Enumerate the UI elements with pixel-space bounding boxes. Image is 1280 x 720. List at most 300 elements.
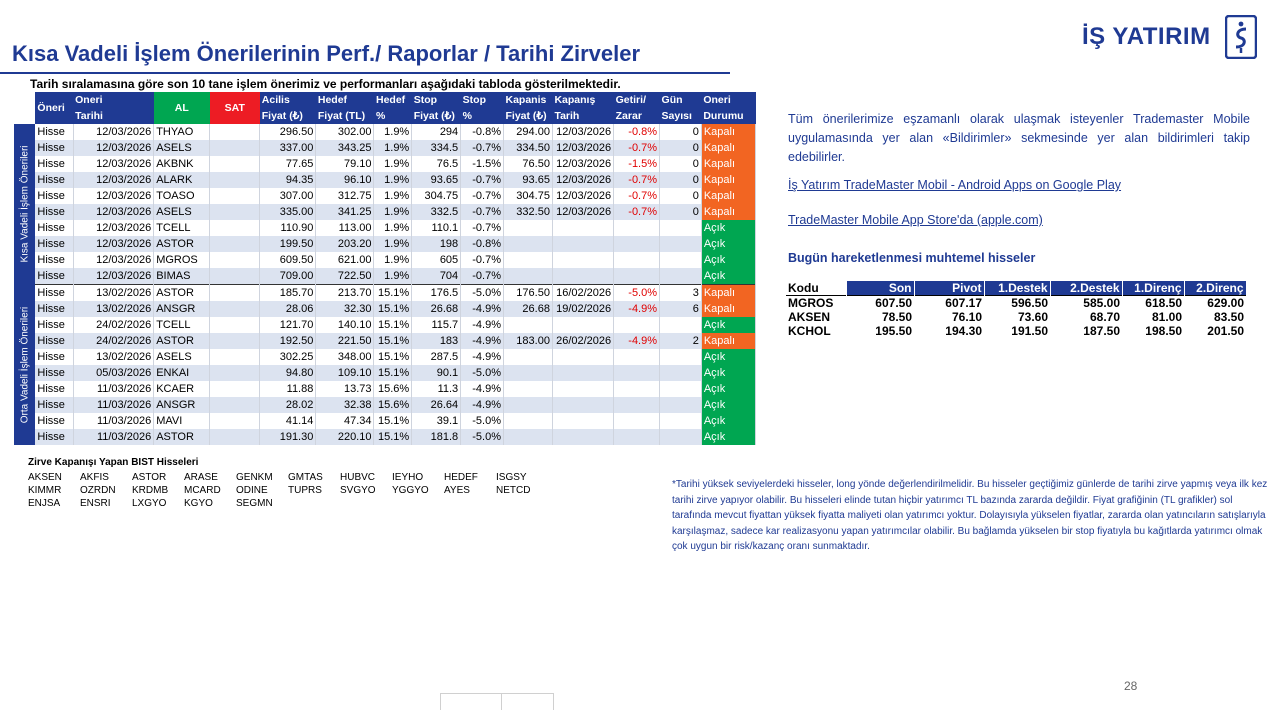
row-days	[660, 413, 702, 429]
disclaimer-note: *Tarihi yüksek seviyelerdeki hisseler, long yönde değerlendirilmelidir. Bu hisseler geçtiğimiz günlerde de tarihi zirve yapmış veya ilk kez tarihi zirve yapıyor olabilir. Bu hisseleri elinde tutan hiçbir yatırımcı TL bazında zararda değildir. Fiyat grafiğinin (TL grafikler) sol tarafında mevcut fiyattan yüksek fiyatta maliyeti olan yatırımcı yoktur. Dolayısıyla yükselen fiyatlar, zararda olan yatıncıların satışlarıyla karşılaşmaz, sadece kar realizasyonu yapan yatırımcılar olabilir. Bu bağlamda yükselen bir stop fiyatıyla bu kağıtlarda yatırımcı olmak çok uygun bir risk/kazanç oranı sunmaktadır.	[672, 479, 1268, 552]
row-close-date: 12/03/2026	[552, 140, 613, 156]
row-target: 140.10	[316, 317, 374, 333]
row-target-pct: 15.1%	[374, 285, 412, 302]
row-days: 3	[660, 285, 702, 302]
col-ret-h2: Zarar	[614, 108, 660, 124]
row-status: Kapalı	[701, 285, 755, 302]
row-target: 109.10	[316, 365, 374, 381]
row-stop-pct: -0.7%	[461, 140, 504, 156]
col-target-h2: Fiyat (TL)	[316, 108, 374, 124]
zirve-ticker: KGYO	[184, 498, 213, 509]
table-row	[14, 333, 756, 349]
row-stop: 93.65	[412, 172, 461, 188]
row-close-date: 12/03/2026	[552, 204, 613, 220]
zirve-ticker: NETCD	[496, 485, 531, 496]
row-days	[660, 220, 702, 236]
row-open: 335.00	[260, 204, 316, 220]
row-close-date: 12/03/2026	[552, 156, 613, 172]
row-stop-pct: -5.0%	[461, 413, 504, 429]
row-target-pct: 1.9%	[374, 156, 412, 172]
col-days-h2: Sayısı	[660, 108, 702, 124]
row-target-pct: 15.1%	[374, 301, 412, 317]
row-date: 12/03/2026	[73, 236, 154, 252]
row-status: Açık	[701, 349, 755, 365]
movers-col-header: 2.Direnç	[1184, 281, 1246, 296]
movers-value: 187.50	[1083, 324, 1120, 338]
col-targetp-h1: Hedef	[374, 92, 412, 108]
row-stop: 605	[412, 252, 461, 268]
info-text: Tüm önerilerimize eşzamanlı olarak ulaşmak isteyenler Trademaster Mobile uygulamasında yer alan «Bildirimler» sekmesinde yer alan bildirimleri takip edebilirler.	[788, 112, 1250, 164]
row-stop: 198	[412, 236, 461, 252]
table-row	[14, 268, 756, 285]
table-row	[14, 429, 756, 445]
row-days	[660, 317, 702, 333]
zirve-ticker: AKSEN	[28, 472, 62, 483]
row-al-ticker: ASTOR	[154, 285, 210, 302]
col-open-h2: Fiyat (₺)	[260, 108, 316, 124]
row-al-ticker: ASELS	[154, 140, 210, 156]
row-target-pct: 15.6%	[374, 381, 412, 397]
bottom-stub	[501, 693, 554, 710]
zirve-ticker: KIMMR	[28, 485, 62, 496]
row-target: 32.38	[316, 397, 374, 413]
row-target: 341.25	[316, 204, 374, 220]
movers-value: 596.50	[984, 296, 1050, 311]
row-stop-pct: -0.7%	[461, 268, 504, 285]
col-sat: SAT	[210, 92, 260, 124]
row-return: -0.7%	[614, 188, 660, 204]
movers-ticker: AKSEN	[788, 310, 831, 324]
row-target: 13.73	[316, 381, 374, 397]
row-type: Hisse	[35, 317, 73, 333]
row-return	[614, 236, 660, 252]
row-return: -4.9%	[614, 333, 660, 349]
zirve-ticker: ASTOR	[132, 472, 167, 483]
row-target-pct: 15.1%	[374, 333, 412, 349]
row-open: 709.00	[260, 268, 316, 285]
row-close	[504, 252, 553, 268]
table-row	[14, 204, 756, 220]
row-days: 0	[660, 140, 702, 156]
row-type: Hisse	[35, 252, 73, 268]
row-close	[504, 381, 553, 397]
zirve-ticker-grid	[28, 472, 548, 509]
col-ret-h1: Getiri/	[614, 92, 660, 108]
row-target-pct: 1.9%	[374, 172, 412, 188]
row-days: 0	[660, 156, 702, 172]
movers-col-header: 2.Destek	[1050, 281, 1122, 296]
row-open: 28.02	[260, 397, 316, 413]
row-stop: 334.5	[412, 140, 461, 156]
row-stop-pct: -1.5%	[461, 156, 504, 172]
row-return	[614, 349, 660, 365]
row-target-pct: 1.9%	[374, 268, 412, 285]
row-return	[614, 365, 660, 381]
row-close: 176.50	[504, 285, 553, 302]
row-type: Hisse	[35, 349, 73, 365]
zirve-ticker: IEYHO	[392, 472, 424, 483]
row-close	[504, 413, 553, 429]
row-return: -5.0%	[614, 285, 660, 302]
row-days	[660, 429, 702, 445]
row-close: 332.50	[504, 204, 553, 220]
row-return	[614, 252, 660, 268]
row-close-date	[552, 236, 613, 252]
row-al-ticker: ASELS	[154, 204, 210, 220]
row-target-pct: 15.1%	[374, 365, 412, 381]
col-stopp-h1: Stop	[461, 92, 504, 108]
short-term-group	[14, 124, 35, 285]
row-stop-pct: -0.8%	[461, 236, 504, 252]
table-row	[14, 301, 756, 317]
row-al-ticker: ASELS	[154, 349, 210, 365]
row-stop: 90.1	[412, 365, 461, 381]
row-type: Hisse	[35, 140, 73, 156]
row-target: 302.00	[316, 124, 374, 140]
col-open-h1: Acilis	[260, 92, 316, 108]
row-status: Kapalı	[701, 301, 755, 317]
row-open: 94.35	[260, 172, 316, 188]
row-type: Hisse	[35, 204, 73, 220]
zirve-ticker: ENJSA	[28, 498, 61, 509]
row-stop: 704	[412, 268, 461, 285]
row-date: 11/03/2026	[73, 381, 154, 397]
row-target: 213.70	[316, 285, 374, 302]
row-close-date: 12/03/2026	[552, 172, 613, 188]
row-sat	[210, 124, 260, 140]
row-type: Hisse	[35, 397, 73, 413]
row-open: 609.50	[260, 252, 316, 268]
row-stop: 11.3	[412, 381, 461, 397]
row-open: 28.06	[260, 301, 316, 317]
row-stop-pct: -5.0%	[461, 365, 504, 381]
row-stop: 181.8	[412, 429, 461, 445]
row-stop: 294	[412, 124, 461, 140]
row-close-date: 26/02/2026	[552, 333, 613, 349]
row-stop-pct: -4.9%	[461, 301, 504, 317]
movers-title: Bugün hareketlenmesi muhtemel hisseler	[788, 251, 1036, 265]
row-stop-pct: -5.0%	[461, 429, 504, 445]
page-title: Kısa Vadeli İşlem Önerilerinin Perf./ Raporlar / Tarihi Zirveler	[12, 41, 641, 66]
table-row	[14, 397, 756, 413]
table-row	[14, 381, 756, 397]
row-close-date	[552, 220, 613, 236]
row-close: 93.65	[504, 172, 553, 188]
row-al-ticker: TOASO	[154, 188, 210, 204]
row-type: Hisse	[35, 188, 73, 204]
table-row	[14, 172, 756, 188]
row-stop-pct: -4.9%	[461, 317, 504, 333]
row-target-pct: 15.6%	[374, 397, 412, 413]
row-target: 113.00	[316, 220, 374, 236]
row-al-ticker: TCELL	[154, 317, 210, 333]
col-status-h2: Durumu	[701, 108, 755, 124]
table-row	[14, 124, 756, 140]
page-number: 28	[1124, 679, 1138, 693]
row-stop: 39.1	[412, 413, 461, 429]
row-status: Kapalı	[701, 156, 755, 172]
row-close	[504, 268, 553, 285]
bottom-stub	[440, 693, 502, 710]
row-target: 220.10	[316, 429, 374, 445]
row-date: 12/03/2026	[73, 204, 154, 220]
col-al: AL	[154, 92, 210, 124]
row-return	[614, 397, 660, 413]
row-status: Kapalı	[701, 188, 755, 204]
zirve-title: Zirve Kapanışı Yapan BIST Hisseleri	[28, 457, 199, 468]
mid-term-group	[14, 285, 35, 446]
zirve-ticker: ODINE	[236, 485, 268, 496]
row-sat	[210, 140, 260, 156]
row-target-pct: 1.9%	[374, 220, 412, 236]
row-return	[614, 220, 660, 236]
row-sat	[210, 429, 260, 445]
row-return: -0.7%	[614, 204, 660, 220]
zirve-ticker: AKFIS	[80, 472, 109, 483]
row-open: 296.50	[260, 124, 316, 140]
row-al-ticker: ASTOR	[154, 429, 210, 445]
movers-col-header: Son	[846, 281, 914, 296]
zirve-ticker: ENSRI	[80, 498, 111, 509]
row-close	[504, 236, 553, 252]
row-target: 32.30	[316, 301, 374, 317]
row-close: 76.50	[504, 156, 553, 172]
row-close	[504, 365, 553, 381]
row-type: Hisse	[35, 156, 73, 172]
movers-row	[786, 296, 1246, 311]
row-days: 6	[660, 301, 702, 317]
col-close-h2: Fiyat (₺)	[504, 108, 553, 124]
table-row	[14, 349, 756, 365]
row-date: 24/02/2026	[73, 333, 154, 349]
row-stop-pct: -0.8%	[461, 124, 504, 140]
row-open: 192.50	[260, 333, 316, 349]
row-return: -0.7%	[614, 172, 660, 188]
row-type: Hisse	[35, 429, 73, 445]
row-open: 307.00	[260, 188, 316, 204]
row-date: 12/03/2026	[73, 172, 154, 188]
mid-term-group-label: Orta Vadeli İşlem Önerileri	[19, 306, 31, 424]
row-al-ticker: MAVI	[154, 413, 210, 429]
row-days: 0	[660, 188, 702, 204]
row-type: Hisse	[35, 172, 73, 188]
table-row	[14, 156, 756, 172]
row-date: 24/02/2026	[73, 317, 154, 333]
zirve-ticker: MCARD	[184, 485, 221, 496]
row-return: -4.9%	[614, 301, 660, 317]
row-sat	[210, 397, 260, 413]
row-status: Kapalı	[701, 172, 755, 188]
zirve-ticker: OZRDN	[80, 485, 116, 496]
col-date-h2: Tarihi	[73, 108, 154, 124]
row-open: 77.65	[260, 156, 316, 172]
zirve-ticker: SVGYO	[340, 485, 376, 496]
row-open: 94.80	[260, 365, 316, 381]
row-type: Hisse	[35, 268, 73, 285]
row-open: 337.00	[260, 140, 316, 156]
row-target: 203.20	[316, 236, 374, 252]
row-stop-pct: -4.9%	[461, 397, 504, 413]
row-days	[660, 381, 702, 397]
row-close	[504, 397, 553, 413]
col-days-h1: Gün	[660, 92, 702, 108]
row-status: Kapalı	[701, 204, 755, 220]
zirve-ticker: TUPRS	[288, 485, 322, 496]
row-sat	[210, 301, 260, 317]
table-row	[14, 236, 756, 252]
row-stop: 183	[412, 333, 461, 349]
row-type: Hisse	[35, 301, 73, 317]
short-term-group-label: Kısa Vadeli İşlem Önerileri	[19, 145, 31, 263]
zirve-ticker: AYES	[444, 485, 470, 496]
android-app-link[interactable]: İş Yatırım TradeMaster Mobil - Android Apps on Google Play	[788, 178, 1122, 192]
row-date: 13/02/2026	[73, 349, 154, 365]
row-status: Açık	[701, 236, 755, 252]
row-al-ticker: ASTOR	[154, 236, 210, 252]
row-target-pct: 15.1%	[374, 349, 412, 365]
corner-cell	[14, 92, 35, 124]
row-stop: 176.5	[412, 285, 461, 302]
movers-value: 83.50	[1213, 310, 1244, 324]
col-stop-h1: Stop	[412, 92, 461, 108]
row-al-ticker: ALARK	[154, 172, 210, 188]
row-target: 343.25	[316, 140, 374, 156]
row-close-date	[552, 349, 613, 365]
row-status: Açık	[701, 381, 755, 397]
table-row	[14, 252, 756, 268]
col-date-h1: Oneri	[73, 92, 154, 108]
row-date: 12/03/2026	[73, 268, 154, 285]
row-days: 0	[660, 172, 702, 188]
row-stop: 26.68	[412, 301, 461, 317]
zirve-ticker: LXGYO	[132, 498, 167, 509]
row-close: 294.00	[504, 124, 553, 140]
row-return	[614, 317, 660, 333]
zirve-ticker: YGGYO	[392, 485, 429, 496]
row-stop-pct: -5.0%	[461, 285, 504, 302]
row-return	[614, 413, 660, 429]
movers-row	[786, 324, 1246, 338]
row-return: -1.5%	[614, 156, 660, 172]
row-al-ticker: BIMAS	[154, 268, 210, 285]
row-return: -0.8%	[614, 124, 660, 140]
row-target-pct: 1.9%	[374, 252, 412, 268]
col-stopp-h2: %	[461, 108, 504, 124]
row-sat	[210, 172, 260, 188]
row-stop-pct: -0.7%	[461, 252, 504, 268]
movers-value: 201.50	[1207, 324, 1244, 338]
row-date: 11/03/2026	[73, 397, 154, 413]
movers-value: 68.70	[1089, 310, 1120, 324]
movers-ticker: MGROS	[786, 296, 846, 311]
movers-value: 618.50	[1122, 296, 1184, 311]
row-stop-pct: -0.7%	[461, 172, 504, 188]
row-stop-pct: -4.9%	[461, 333, 504, 349]
row-close: 26.68	[504, 301, 553, 317]
row-close	[504, 349, 553, 365]
row-date: 11/03/2026	[73, 413, 154, 429]
movers-value: 629.00	[1184, 296, 1246, 311]
row-al-ticker: ANSGR	[154, 397, 210, 413]
row-stop: 287.5	[412, 349, 461, 365]
col-oneri: Öneri	[35, 92, 73, 124]
row-close	[504, 429, 553, 445]
row-close: 183.00	[504, 333, 553, 349]
row-date: 12/03/2026	[73, 252, 154, 268]
row-type: Hisse	[35, 236, 73, 252]
table-row	[14, 220, 756, 236]
col-close-h1: Kapanis	[504, 92, 553, 108]
row-date: 05/03/2026	[73, 365, 154, 381]
col-cdate-h1: Kapanış	[552, 92, 613, 108]
table-subtitle: Tarih sıralamasına göre son 10 tane işlem önerimiz ve performanları aşağıdaki tabloda gösterilmektedir.	[30, 77, 621, 91]
movers-value: 73.60	[1017, 310, 1048, 324]
row-open: 302.25	[260, 349, 316, 365]
row-days: 2	[660, 333, 702, 349]
row-return	[614, 429, 660, 445]
row-sat	[210, 381, 260, 397]
row-open: 41.14	[260, 413, 316, 429]
table-row	[14, 140, 756, 156]
row-date: 12/03/2026	[73, 220, 154, 236]
movers-value: 78.50	[881, 310, 912, 324]
row-close-date	[552, 397, 613, 413]
row-sat	[210, 413, 260, 429]
row-sat	[210, 365, 260, 381]
row-stop-pct: -4.9%	[461, 349, 504, 365]
trade-recommendations-table	[14, 92, 756, 445]
row-type: Hisse	[35, 124, 73, 140]
row-date: 12/03/2026	[73, 156, 154, 172]
row-close-date	[552, 268, 613, 285]
row-close-date	[552, 365, 613, 381]
row-sat	[210, 188, 260, 204]
row-al-ticker: MGROS	[154, 252, 210, 268]
row-stop-pct: -0.7%	[461, 188, 504, 204]
zirve-ticker: GENKM	[236, 472, 273, 483]
col-cdate-h2: Tarih	[552, 108, 613, 124]
row-close-date: 19/02/2026	[552, 301, 613, 317]
row-status: Açık	[701, 268, 755, 285]
row-target-pct: 15.1%	[374, 413, 412, 429]
row-target-pct: 1.9%	[374, 188, 412, 204]
ios-app-link[interactable]: TradeMaster Mobile App Store'da (apple.com)	[788, 213, 1043, 227]
row-close-date: 12/03/2026	[552, 124, 613, 140]
row-status: Açık	[701, 252, 755, 268]
movers-col-header: Pivot	[914, 281, 984, 296]
row-stop: 76.5	[412, 156, 461, 172]
row-status: Açık	[701, 413, 755, 429]
movers-col-header: 1.Direnç	[1122, 281, 1184, 296]
movers-value: 195.50	[875, 324, 912, 338]
row-status: Kapalı	[701, 333, 755, 349]
movers-value: 607.17	[914, 296, 984, 311]
row-sat	[210, 333, 260, 349]
row-open: 11.88	[260, 381, 316, 397]
title-underline	[0, 72, 730, 74]
zirve-ticker: HEDEF	[444, 472, 478, 483]
row-status: Kapalı	[701, 140, 755, 156]
movers-value: 198.50	[1145, 324, 1182, 338]
row-stop-pct: -4.9%	[461, 381, 504, 397]
row-target: 621.00	[316, 252, 374, 268]
table-row	[14, 317, 756, 333]
movers-row	[786, 310, 1246, 324]
row-days	[660, 236, 702, 252]
row-target: 312.75	[316, 188, 374, 204]
row-date: 12/03/2026	[73, 124, 154, 140]
row-stop: 304.75	[412, 188, 461, 204]
